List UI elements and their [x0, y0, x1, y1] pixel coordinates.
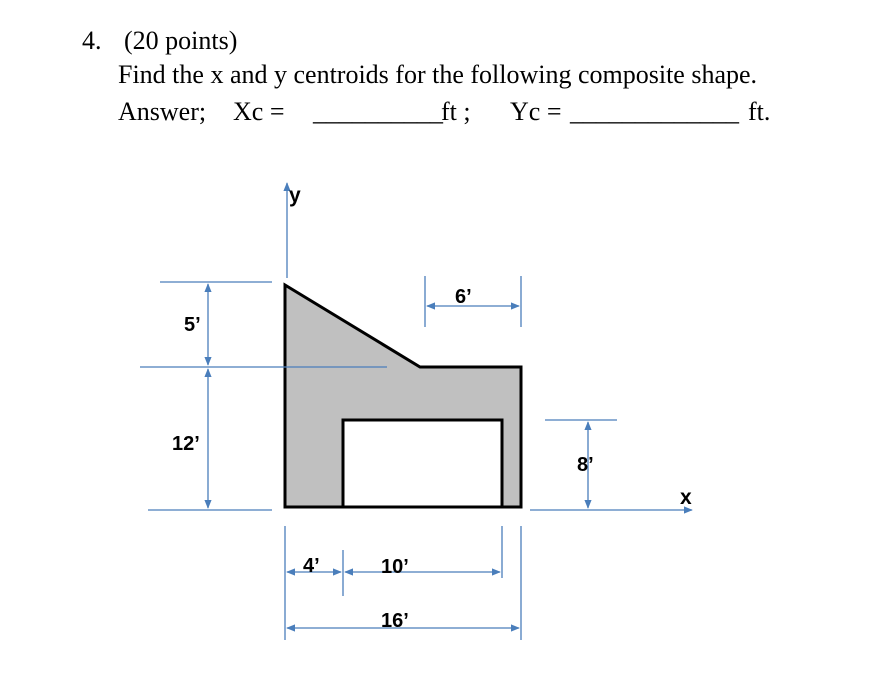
dimension-label-16ft: 16’	[381, 610, 409, 632]
answer-label: Answer;	[118, 97, 207, 126]
xc-answer-blank: __________	[313, 97, 443, 126]
dimension-label-4ft: 4’	[303, 555, 320, 577]
yc-label: Yc =	[510, 97, 562, 126]
y-axis-label: y	[289, 184, 301, 207]
dimension-label-5ft: 5’	[184, 314, 201, 336]
dimension-label-12ft: 12’	[172, 433, 200, 455]
dimension-label-6ft: 6’	[455, 286, 472, 308]
problem-points: (20 points)	[124, 26, 238, 55]
yc-unit: ft.	[748, 97, 771, 126]
problem-number: 4.	[82, 26, 102, 55]
xc-unit: ft ;	[441, 97, 471, 126]
composite-shape	[285, 285, 521, 507]
dimension-label-8ft: 8’	[577, 454, 594, 476]
x-axis-label: x	[680, 486, 692, 509]
dimension-label-10ft: 10’	[381, 556, 409, 578]
xc-label: Xc =	[233, 97, 285, 126]
yc-answer-blank: _____________	[570, 97, 739, 126]
problem-instruction: Find the x and y centroids for the following composite shape.	[118, 60, 758, 89]
